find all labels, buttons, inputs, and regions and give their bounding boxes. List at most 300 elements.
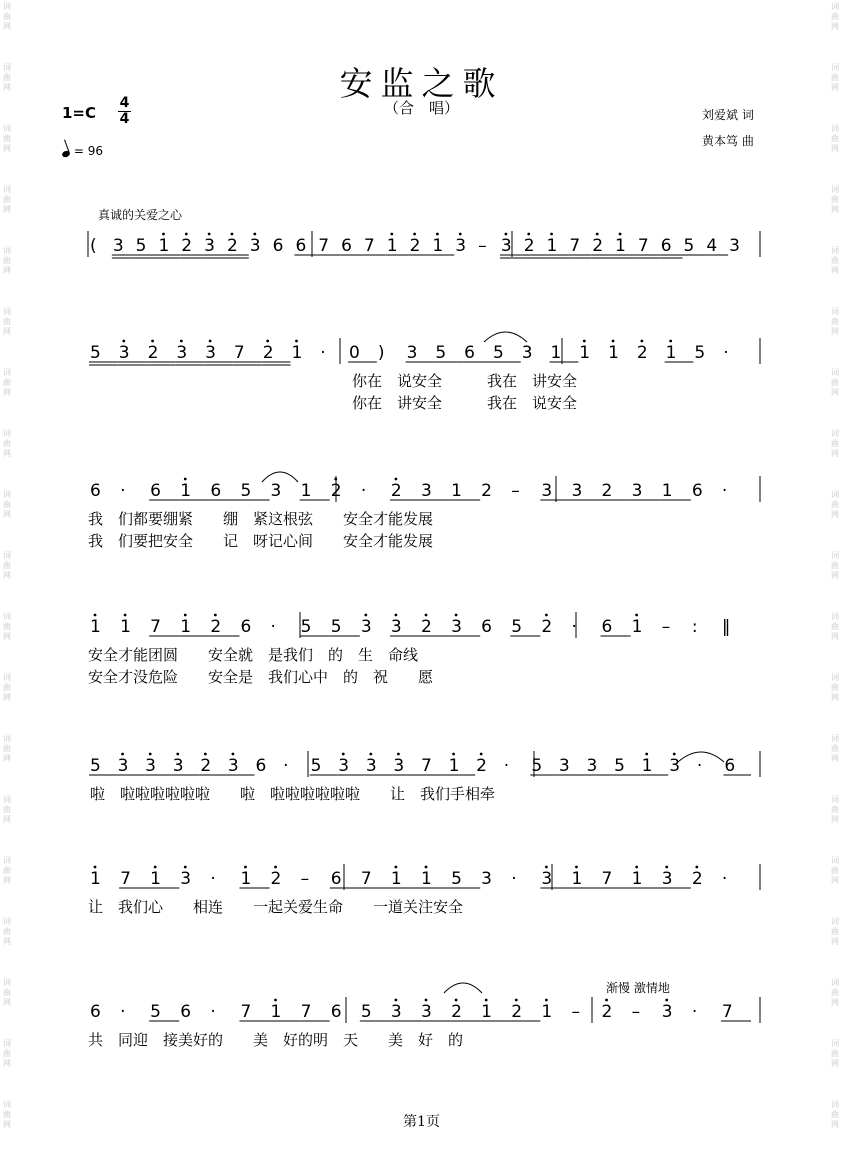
- svg-text:3: 3: [112, 236, 124, 256]
- svg-text:6: 6: [210, 481, 222, 501]
- score-note: [409, 233, 432, 256]
- svg-text:3: 3: [421, 1002, 432, 1022]
- svg-text:2: 2: [511, 1002, 523, 1022]
- svg-text:7: 7: [318, 236, 330, 256]
- watermark-text: 词 曲 网: [831, 63, 839, 92]
- score-note: [331, 478, 342, 501]
- score-note: [175, 340, 204, 365]
- svg-text:2: 2: [451, 1002, 462, 1022]
- score-note: [608, 340, 619, 363]
- svg-text:3: 3: [541, 869, 553, 889]
- score-note: [386, 233, 409, 256]
- score-note: [135, 236, 158, 258]
- score-note: [331, 1002, 342, 1022]
- score-note: [522, 343, 533, 363]
- svg-text:2: 2: [270, 869, 282, 889]
- svg-text:1: 1: [432, 236, 444, 256]
- score-note: [579, 340, 590, 363]
- score-note: [692, 481, 703, 501]
- score-note: [450, 999, 480, 1022]
- svg-text:·: ·: [320, 343, 326, 363]
- score-note: [420, 999, 450, 1022]
- svg-text:3: 3: [249, 236, 261, 256]
- score-note: [112, 236, 135, 258]
- svg-text:1: 1: [270, 1002, 282, 1022]
- svg-text:5: 5: [451, 869, 462, 889]
- score-note: [294, 236, 317, 256]
- svg-text:6: 6: [691, 481, 703, 501]
- svg-text:5: 5: [435, 343, 447, 363]
- score-note: [361, 614, 372, 637]
- watermark-text: 词 曲 网: [831, 307, 839, 336]
- score-note: [692, 617, 698, 637]
- watermark-text: 词 曲 网: [831, 856, 839, 885]
- score-note: [179, 478, 209, 501]
- svg-text:1: 1: [579, 343, 591, 363]
- score-note: [119, 869, 149, 889]
- score-note: [149, 866, 179, 889]
- svg-text:2: 2: [541, 617, 553, 637]
- score-note: [586, 756, 614, 776]
- score-note: [330, 617, 360, 637]
- lyricist-credit: 刘爱斌 词: [702, 108, 754, 122]
- svg-text:–: –: [478, 236, 487, 256]
- watermark-text: 词 曲 网: [831, 795, 839, 824]
- score-note: [632, 1002, 641, 1022]
- score-note: [90, 1002, 101, 1022]
- svg-text:·: ·: [210, 869, 216, 889]
- svg-text:5: 5: [90, 756, 101, 776]
- svg-text:5: 5: [310, 756, 322, 776]
- score-note: [631, 866, 661, 889]
- score-note: [632, 614, 643, 637]
- score-note: [378, 343, 385, 363]
- score-note: [118, 340, 147, 365]
- svg-text:5: 5: [694, 343, 706, 363]
- score-note: [692, 866, 703, 889]
- score-note: [511, 869, 516, 889]
- svg-text:1: 1: [641, 756, 653, 776]
- score-note: [210, 869, 215, 889]
- svg-text:5: 5: [683, 236, 695, 256]
- svg-text:3: 3: [172, 756, 184, 776]
- svg-text:6: 6: [341, 236, 352, 256]
- score-note: [550, 343, 579, 363]
- score-note: [511, 481, 519, 501]
- score-note: [210, 1002, 215, 1022]
- svg-text:3: 3: [661, 869, 673, 889]
- svg-text:7: 7: [240, 1002, 252, 1022]
- svg-text:1: 1: [550, 343, 562, 363]
- svg-text:5: 5: [614, 756, 625, 776]
- watermark-text: 词 曲 网: [831, 2, 839, 31]
- score-note: [256, 756, 267, 776]
- svg-text:3: 3: [669, 756, 681, 776]
- lyric-line: 我 们都要绷紧 绷 紧这根弦 安全才能发展: [88, 510, 434, 528]
- watermark-text: 词 曲 网: [831, 978, 839, 1007]
- score-note: [683, 236, 706, 256]
- score-note: [492, 343, 521, 363]
- score-note: [406, 343, 435, 363]
- lyric-line: 让 我们心 相连 一起关爱生命 一道关注安全: [88, 898, 464, 916]
- svg-text:·: ·: [283, 756, 289, 776]
- svg-text:‖: ‖: [721, 617, 731, 637]
- score-note: [300, 617, 330, 637]
- watermark-text: 词 曲 网: [831, 429, 839, 458]
- svg-text:·: ·: [210, 1002, 216, 1022]
- svg-text:5: 5: [240, 481, 252, 501]
- score-note: [361, 481, 366, 501]
- watermark-text: 词 曲 网: [831, 551, 839, 580]
- score-note: [90, 866, 101, 889]
- score-note: [300, 1002, 330, 1022]
- score-note: [250, 233, 261, 256]
- score-note: [722, 481, 727, 501]
- score-note: [209, 614, 239, 637]
- svg-text:1: 1: [608, 343, 619, 363]
- svg-text:5: 5: [150, 1002, 162, 1022]
- svg-text:7: 7: [421, 756, 432, 776]
- lyric-line: 安全才能团圆 安全就 是我们 的 生 命线: [88, 646, 419, 664]
- score-note: [226, 233, 249, 258]
- score-note: [722, 617, 731, 637]
- svg-text:(: (: [90, 236, 97, 256]
- svg-text:3: 3: [176, 343, 188, 363]
- svg-text:3: 3: [729, 236, 741, 256]
- score-note: [571, 617, 576, 637]
- score-note: [601, 481, 631, 501]
- score-note: [262, 340, 291, 365]
- score-note: [233, 343, 262, 365]
- score-note: [317, 236, 340, 256]
- score-note: [149, 617, 179, 637]
- score-note: [637, 236, 660, 258]
- svg-text:3: 3: [451, 617, 462, 637]
- svg-text:1: 1: [150, 869, 162, 889]
- svg-text:·: ·: [691, 1002, 698, 1022]
- score-note: [546, 233, 569, 258]
- svg-text:1: 1: [180, 617, 192, 637]
- score-note: [570, 481, 600, 501]
- svg-text:3: 3: [145, 756, 156, 776]
- svg-text:5: 5: [492, 343, 504, 363]
- score-note: [665, 340, 694, 363]
- score-note: [602, 999, 613, 1022]
- svg-text:1: 1: [448, 756, 460, 776]
- svg-text:–: –: [300, 869, 310, 889]
- svg-text:2: 2: [592, 236, 604, 256]
- svg-text:3: 3: [338, 756, 350, 776]
- score-note: [360, 1002, 390, 1022]
- score-note: [601, 617, 631, 637]
- watermark-text: 词 曲 网: [831, 246, 839, 275]
- svg-text:1: 1: [481, 1002, 493, 1022]
- score-note: [273, 236, 284, 256]
- score-note: [271, 617, 276, 637]
- score-note: [363, 236, 386, 256]
- svg-text:5: 5: [531, 756, 543, 776]
- tempo-expression-mark: 渐慢 激情地: [606, 981, 670, 995]
- lyric-line: 我 们要把安全 记 呀记心间 安全才能发展: [88, 532, 434, 550]
- score-note: [337, 753, 365, 776]
- score-note: [271, 481, 282, 501]
- score-note: [613, 756, 641, 776]
- svg-text:2: 2: [147, 343, 159, 363]
- svg-text:7: 7: [363, 236, 375, 256]
- score-note: [480, 999, 510, 1022]
- score-note: [558, 756, 586, 776]
- svg-text:1: 1: [665, 343, 677, 363]
- svg-text:6: 6: [330, 1002, 342, 1022]
- svg-text:6: 6: [240, 617, 252, 637]
- svg-text:1: 1: [386, 236, 398, 256]
- svg-text:3: 3: [586, 756, 598, 776]
- score-note: [180, 1002, 191, 1022]
- time-signature-top: 4: [119, 95, 130, 111]
- svg-text:2: 2: [181, 236, 193, 256]
- svg-text:–: –: [511, 481, 520, 501]
- svg-text:·: ·: [696, 756, 703, 776]
- svg-text:7: 7: [569, 236, 581, 256]
- score-note: [90, 236, 97, 256]
- svg-text:·: ·: [120, 481, 126, 501]
- svg-text:6: 6: [90, 1002, 101, 1022]
- score-note: [209, 481, 239, 501]
- svg-text:1: 1: [571, 869, 583, 889]
- lyric-line: 安全才没危险 安全是 我们心中 的 祝 愿: [88, 668, 434, 686]
- watermark-text: 词 曲 网: [3, 185, 11, 214]
- score-note: [450, 869, 480, 889]
- svg-text:·: ·: [503, 756, 510, 776]
- score-note: [450, 481, 480, 501]
- svg-text:6: 6: [150, 481, 162, 501]
- score-note: [239, 1002, 269, 1022]
- svg-text:2: 2: [636, 343, 648, 363]
- svg-text:3: 3: [521, 343, 533, 363]
- svg-text:2: 2: [262, 343, 274, 363]
- score-note: [390, 999, 420, 1022]
- watermark-text: 词 曲 网: [831, 1039, 839, 1068]
- watermark-text: 词 曲 网: [3, 429, 11, 458]
- score-note: [448, 753, 476, 776]
- svg-text:1: 1: [631, 617, 643, 637]
- svg-text:6: 6: [330, 869, 342, 889]
- score-note: [392, 753, 420, 776]
- svg-text:3: 3: [455, 236, 467, 256]
- watermark-text: 词 曲 网: [831, 734, 839, 763]
- score-note: [117, 753, 145, 776]
- score-note: [390, 478, 420, 501]
- svg-text:3: 3: [204, 236, 215, 256]
- score-note: [662, 999, 673, 1022]
- svg-text:3: 3: [541, 481, 553, 501]
- svg-text:3: 3: [406, 343, 418, 363]
- score-note: [481, 617, 492, 637]
- score-note: [455, 233, 466, 256]
- svg-text:1: 1: [661, 481, 673, 501]
- score-note: [420, 756, 448, 776]
- watermark-text: 词 曲 网: [831, 612, 839, 641]
- score-note: [434, 343, 463, 363]
- score-note: [283, 756, 288, 776]
- score-note: [149, 481, 179, 501]
- svg-text:7: 7: [637, 236, 649, 256]
- song-title: 安监之歌: [339, 64, 504, 103]
- svg-text:3: 3: [360, 617, 372, 637]
- score-note: [540, 866, 570, 889]
- svg-text:7: 7: [150, 617, 162, 637]
- score-note: [420, 614, 450, 637]
- svg-text:1: 1: [451, 481, 462, 501]
- svg-text:5: 5: [90, 343, 101, 363]
- score-note: [203, 233, 226, 258]
- svg-text:–: –: [661, 617, 671, 637]
- watermark-text: 词 曲 网: [3, 490, 11, 519]
- svg-text:6: 6: [464, 343, 476, 363]
- svg-text:2: 2: [476, 756, 487, 776]
- svg-text:6: 6: [724, 756, 736, 776]
- score-note: [330, 869, 360, 889]
- watermark-text: 词 曲 网: [3, 1100, 11, 1129]
- svg-text:1: 1: [291, 343, 303, 363]
- score-note: [90, 614, 101, 637]
- svg-text:6: 6: [481, 617, 493, 637]
- score-note: [300, 481, 330, 501]
- score-note: [147, 340, 176, 365]
- score-note: [420, 481, 450, 501]
- score-note: [478, 236, 487, 256]
- svg-text:5: 5: [360, 1002, 372, 1022]
- svg-text:7: 7: [120, 869, 131, 889]
- score-note: [360, 869, 390, 889]
- svg-text:3: 3: [227, 756, 239, 776]
- watermark-text: 词 曲 网: [3, 63, 11, 92]
- svg-text:1: 1: [90, 869, 101, 889]
- lyric-line: 你在 说安全 我在 讲安全: [352, 372, 578, 390]
- svg-text:2: 2: [409, 236, 421, 256]
- score-note: [179, 614, 209, 637]
- svg-text:–: –: [631, 1002, 641, 1022]
- svg-text:3: 3: [205, 343, 216, 363]
- svg-text:5: 5: [135, 236, 147, 256]
- svg-text:4: 4: [706, 236, 718, 256]
- lyric-line: 你在 讲安全 我在 说安全: [352, 394, 578, 412]
- score-note: [120, 1002, 125, 1022]
- svg-text:2: 2: [390, 481, 402, 501]
- svg-text:2: 2: [226, 236, 238, 256]
- svg-text:·: ·: [270, 617, 276, 637]
- score-note: [723, 756, 751, 776]
- score-note: [240, 617, 251, 637]
- watermark-text: 词 曲 网: [831, 368, 839, 397]
- slur: [484, 332, 527, 342]
- watermark-text: 词 曲 网: [3, 917, 11, 946]
- score-note: [614, 233, 637, 258]
- score-note: [204, 340, 233, 365]
- watermark-text: 词 曲 网: [831, 490, 839, 519]
- svg-text:2: 2: [210, 617, 222, 637]
- score-note: [431, 233, 454, 256]
- watermark-text: 词 曲 网: [3, 1039, 11, 1068]
- score-note: [463, 343, 492, 363]
- svg-text:3: 3: [180, 869, 192, 889]
- score-note: [541, 999, 552, 1022]
- score-note: [365, 753, 393, 776]
- watermark-text: 词 曲 网: [3, 246, 11, 275]
- svg-text:5: 5: [511, 617, 523, 637]
- score-note: [504, 756, 509, 776]
- score-note: [661, 481, 691, 501]
- score-note: [301, 869, 310, 889]
- watermark-text: 词 曲 网: [831, 673, 839, 702]
- svg-text:2: 2: [601, 481, 613, 501]
- svg-text:3: 3: [390, 1002, 402, 1022]
- svg-text:1: 1: [631, 869, 643, 889]
- svg-text:·: ·: [120, 1002, 126, 1022]
- watermark-text: 词 曲 网: [831, 185, 839, 214]
- score-note: [89, 756, 117, 776]
- svg-text:3: 3: [421, 481, 432, 501]
- svg-text:7: 7: [721, 1002, 733, 1022]
- score-note: [239, 481, 269, 501]
- score-note: [149, 1002, 179, 1022]
- composer-credit: 黄本笃 曲: [702, 134, 754, 148]
- score-note: [660, 236, 683, 258]
- watermark-text: 词 曲 网: [3, 673, 11, 702]
- score-note: [291, 340, 302, 363]
- tempo-value: = 96: [73, 144, 103, 158]
- score-note: [637, 340, 648, 363]
- score-note: [320, 343, 325, 363]
- svg-text:1: 1: [546, 236, 558, 256]
- svg-text:6: 6: [295, 236, 307, 256]
- svg-text::: :: [691, 617, 698, 637]
- svg-text:·: ·: [571, 617, 577, 637]
- watermark-text: 词 曲 网: [831, 1100, 839, 1129]
- score-note: [541, 614, 552, 637]
- svg-text:7: 7: [233, 343, 245, 363]
- page-number: 第1页: [403, 1114, 440, 1130]
- score-note: [270, 999, 300, 1022]
- score-note: [157, 233, 180, 258]
- score-note: [390, 614, 420, 637]
- score-note: [450, 614, 480, 637]
- svg-text:0: 0: [349, 343, 360, 363]
- svg-text:2: 2: [200, 756, 212, 776]
- slur: [444, 983, 482, 993]
- score-note: [570, 866, 600, 889]
- svg-text:3: 3: [558, 756, 570, 776]
- score-note: [348, 343, 377, 363]
- svg-text:5: 5: [300, 617, 312, 637]
- svg-text:6: 6: [90, 481, 101, 501]
- svg-text:1: 1: [180, 481, 192, 501]
- score-note: [540, 481, 570, 501]
- svg-text:1: 1: [120, 617, 131, 637]
- score-note: [523, 233, 546, 258]
- svg-text:1: 1: [240, 869, 252, 889]
- svg-text:3: 3: [481, 869, 493, 889]
- svg-text:3: 3: [631, 481, 643, 501]
- score-note: [692, 1002, 697, 1022]
- score-note: [180, 233, 203, 258]
- score-note: [340, 236, 363, 256]
- score-note: [172, 753, 200, 776]
- score-note: [568, 236, 591, 258]
- score-note: [662, 617, 671, 637]
- watermark-text: 词 曲 网: [831, 917, 839, 946]
- intro-expression-mark: 真诚的关爱之心: [98, 208, 183, 222]
